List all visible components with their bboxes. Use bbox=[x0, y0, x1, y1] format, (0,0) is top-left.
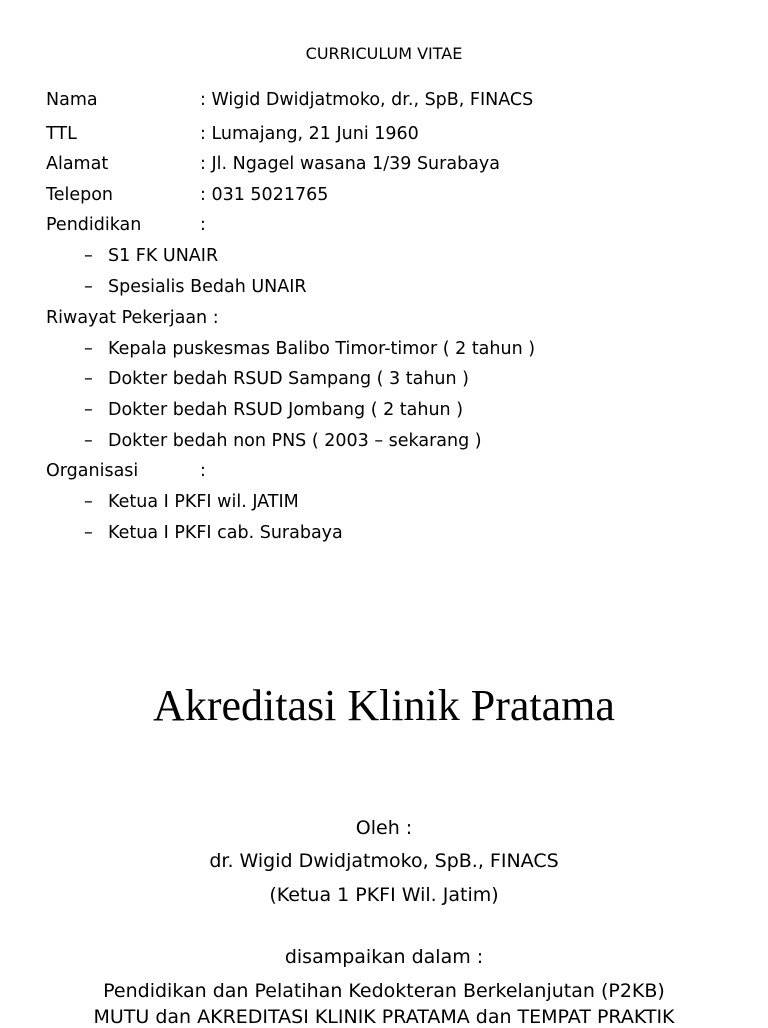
cv-row-nama bbox=[46, 89, 533, 111]
bullet-dash: – bbox=[84, 431, 93, 451]
event-line-1: Pendidikan dan Pelatihan Kedokteran Berkelanjutan (P2KB) bbox=[103, 980, 665, 1002]
list-item-text: Dokter bedah RSUD Jombang ( 2 tahun ) bbox=[108, 400, 464, 420]
author-role: (Ketua 1 PKFI Wil. Jatim) bbox=[269, 884, 499, 906]
field-label: Organisasi bbox=[46, 461, 139, 481]
presentation-title: Akreditasi Klinik Pratama bbox=[153, 681, 615, 730]
list-item-text: Dokter bedah non PNS ( 2003 – sekarang ) bbox=[108, 431, 482, 451]
list-item bbox=[84, 338, 535, 360]
list-item-text: Dokter bedah RSUD Sampang ( 3 tahun ) bbox=[108, 369, 469, 389]
list-item bbox=[84, 245, 218, 267]
cv-row-telepon bbox=[46, 184, 328, 206]
field-label: TTL bbox=[46, 124, 77, 144]
field-value: : 031 5021765 bbox=[200, 185, 329, 205]
bullet-dash: – bbox=[84, 246, 93, 266]
bullet-dash: – bbox=[84, 400, 93, 420]
list-item bbox=[84, 399, 463, 421]
field-value: : Wigid Dwidjatmoko, dr., SpB, FINACS bbox=[200, 90, 534, 110]
list-item-text: S1 FK UNAIR bbox=[108, 246, 219, 266]
bullet-dash: – bbox=[84, 523, 93, 543]
field-label: Pendidikan bbox=[46, 215, 142, 235]
list-item-text: Ketua I PKFI wil. JATIM bbox=[108, 492, 299, 512]
list-item-text: Kepala puskesmas Balibo Timor-timor ( 2 tahun ) bbox=[108, 339, 536, 359]
author-name: dr. Wigid Dwidjatmoko, SpB., FINACS bbox=[209, 850, 559, 872]
field-label: Nama bbox=[46, 90, 98, 110]
bullet-dash: – bbox=[84, 339, 93, 359]
bullet-dash: – bbox=[84, 277, 93, 297]
list-item bbox=[84, 368, 469, 390]
list-item-text: Ketua I PKFI cab. Surabaya bbox=[108, 523, 343, 543]
field-label: Alamat bbox=[46, 154, 109, 174]
bullet-dash: – bbox=[84, 492, 93, 512]
list-item bbox=[84, 276, 307, 298]
field-value: : Jl. Ngagel wasana 1/39 Surabaya bbox=[200, 154, 500, 174]
cv-title: CURRICULUM VITAE bbox=[305, 44, 463, 63]
field-label: Riwayat Pekerjaan : bbox=[46, 308, 219, 328]
field-label: Telepon bbox=[46, 185, 114, 205]
cv-row-pendidikan bbox=[46, 214, 206, 236]
bullet-dash: – bbox=[84, 369, 93, 389]
list-item bbox=[84, 491, 299, 513]
list-item bbox=[84, 522, 343, 544]
disampaikan-label: disampaikan dalam : bbox=[284, 946, 484, 968]
list-item-text: Spesialis Bedah UNAIR bbox=[108, 277, 307, 297]
oleh-label: Oleh : bbox=[355, 817, 413, 839]
list-item bbox=[84, 430, 482, 452]
event-line-2: MUTU dan AKREDITASI KLINIK PRATAMA dan TEMPAT PRAKTIK bbox=[93, 1006, 675, 1028]
cv-row-alamat bbox=[46, 153, 500, 175]
field-value: : Lumajang, 21 Juni 1960 bbox=[200, 124, 419, 144]
field-colon: : bbox=[200, 461, 206, 481]
cv-row-ttl bbox=[46, 123, 419, 145]
cv-row-organisasi bbox=[46, 460, 206, 482]
cv-row-riwayat bbox=[46, 307, 219, 329]
field-colon: : bbox=[200, 215, 206, 235]
